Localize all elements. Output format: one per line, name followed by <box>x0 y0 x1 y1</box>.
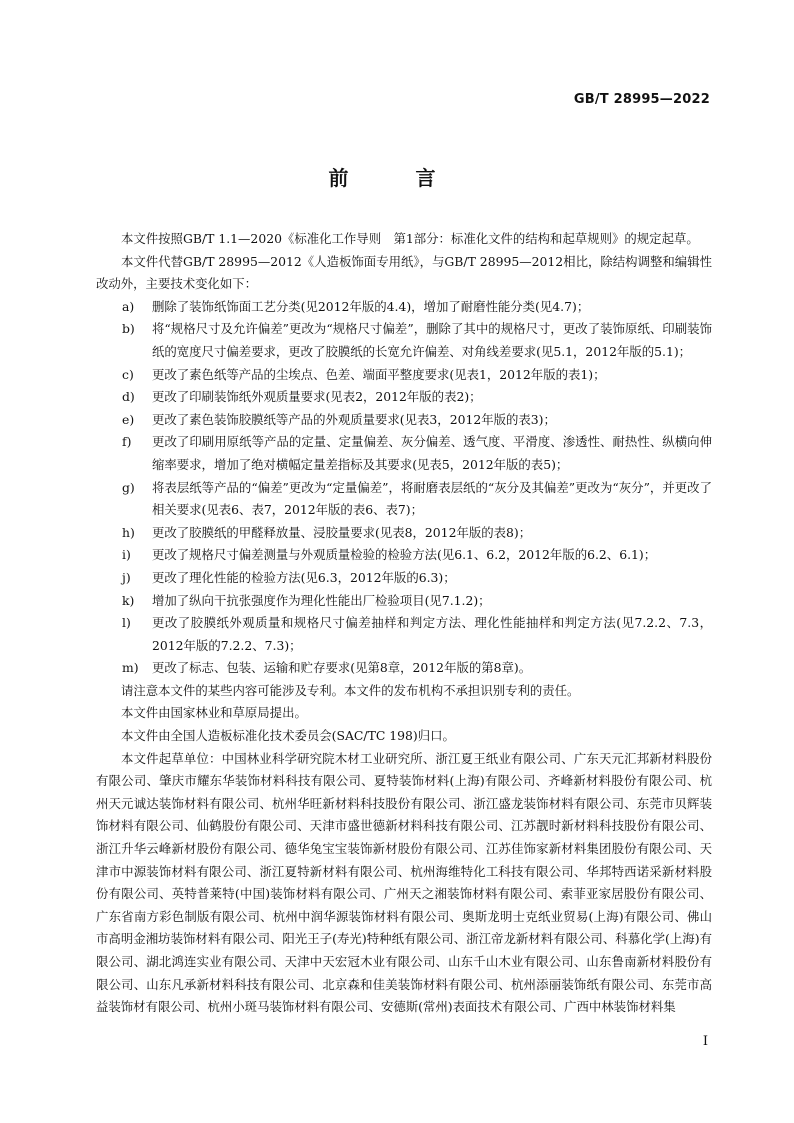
item-text: 更改了理化性能的检验方法(见6.3，2012年版的6.3)； <box>152 569 456 585</box>
list-item <box>96 522 712 545</box>
item-marker: d) <box>122 389 135 405</box>
item-marker: k) <box>122 592 135 608</box>
item-text: 将表层纸等产品的“偏差”更改为“定量偏差”，将耐磨表层纸的“灰分及其偏差”更改为“灰分”，并更改了相关要求(见表6、表7，2012年版的表6、表7)； <box>152 479 712 518</box>
list-item <box>96 477 712 522</box>
standard-number: GB/T 28995—2022 <box>573 92 710 107</box>
page-title: 前 言 <box>328 166 466 190</box>
item-marker: c) <box>122 366 134 382</box>
list-item <box>96 409 712 432</box>
paragraph: 本文件代替GB/T 28995—2012《人造板饰面专用纸》，与GB/T 28995—2012相比，除结构调整和编辑性改动外，主要技术变化如下： <box>96 253 712 292</box>
item-text: 增加了纵向干抗张强度作为理化性能出厂检验项目(见7.1.2)； <box>152 592 491 608</box>
list-item <box>96 296 712 319</box>
list-item <box>96 431 712 476</box>
item-text: 更改了印刷装饰纸外观质量要求(见表2，2012年版的表2)； <box>152 389 482 405</box>
item-text: 更改了印刷用原纸等产品的定量、定量偏差、灰分偏差、透气度、平滑度、渗透性、耐热性、纵横向伸缩率要求，增加了绝对横幅定量差指标及其要求(见表5，2012年版的表5)； <box>152 434 712 472</box>
drafting-units: 本文件起草单位：中国林业科学研究院木材工业研究所、浙江夏王纸业有限公司、广东天元汇邦新材料股份有限公司、肇庆市耀东华装饰材料科技有限公司、夏特装饰材料(上海)有限公司、齐峰新材料股份有限公司、杭州天元诚达装饰材料有限公司、杭州华旺新材料科技股份有限公司、浙江盛龙装饰材料有限公司、东莞市贝辉装饰材料有限公司、仙鹤股份有限公司、天津市盛世德新材料科技有限公司、江苏靓时新材料科技股份有限公司、浙江升华云峰新材股份有限公司、德华兔宝宝装饰新材股份有限公司、江苏佳饰家新材料集团股份有限公司、天津市中源装饰材料有限公司、浙江夏特新材料有限公司、杭州海维特化工科技有限公司、华邦特西诺采新材料股份有限公司、英特普莱特(中国)装饰材料有限公司、广州天之湘装饰材料有限公司、索菲亚家居股份有限公司、广东省南方彩色制版有限公司、杭州中润华源装饰材料有限公司、奥斯龙明士克纸业贸易(上海)有限公司、佛山市高明金湘坊装饰材料有限公司、阳光王子(寿光)特种纸有限公司、浙江帝龙新材料有限公司、科慕化学(上海)有限公司、湖北鸿连实业有限公司、天津中天宏冠木业有限公司、山东千山木业有限公司、山东鲁南新材料股份有限公司、山东凡承新材料科技有限公司、北京森和佳美装饰材料有限公司、杭州添丽装饰纸有限公司、东莞市高益装饰材有限公司、杭州小斑马装饰材料有限公司、安德斯(常州)表面技术有限公司、广西中林装饰材料集 <box>96 750 712 1015</box>
paragraph: 本文件按照GB/T 1.1—2020《标准化工作导则 第1部分：标准化文件的结构和起草规则》的规定起草。 <box>121 231 699 246</box>
item-marker: i) <box>122 547 131 563</box>
foreword-body <box>96 228 712 1019</box>
item-text: 更改了素色纸等产品的尘埃点、色差、端面平整度要求(见表1，2012年版的表1)； <box>152 366 606 382</box>
proposer-statement: 本文件由国家林业和草原局提出。 <box>121 705 307 721</box>
list-item <box>96 364 712 387</box>
item-text: 更改了标志、包装、运输和贮存要求(见第8章，2012年版的第8章)。 <box>152 660 532 676</box>
item-text: 更改了素色装饰胶膜纸等产品的外观质量要求(见表3，2012年版的表3)； <box>152 411 556 427</box>
list-item <box>96 318 712 363</box>
item-text: 更改了胶膜纸外观质量和规格尺寸偏差抽样和判定方法、理化性能抽样和判定方法(见7.2.2、7.3，2012年版的7.2.2、7.3)； <box>152 615 712 653</box>
list-item <box>96 612 712 657</box>
item-marker: l) <box>122 615 131 631</box>
list-item <box>96 386 712 409</box>
committee-statement: 本文件由全国人造板标准化技术委员会(SAC/TC 198)归口。 <box>121 728 455 744</box>
item-text: 将“规格尺寸及允许偏差”更改为“规格尺寸偏差”，删除了其中的规格尺寸，更改了装饰原纸、印刷装饰纸的宽度尺寸偏差要求，更改了胶膜纸的长宽允许偏差、对角线差要求(见5.1，2012年版的5.1)； <box>152 321 712 359</box>
list-item <box>96 590 712 613</box>
item-marker: f) <box>122 434 132 450</box>
item-text: 更改了胶膜纸的甲醛释放量、浸胶量要求(见表8，2012年版的表8)； <box>152 524 532 540</box>
page-number: I <box>702 1034 708 1049</box>
list-item <box>96 657 712 680</box>
patent-notice: 请注意本文件的某些内容可能涉及专利。本文件的发布机构不承担识别专利的责任。 <box>121 682 580 698</box>
item-marker: e) <box>122 411 135 427</box>
item-marker: j) <box>122 569 131 585</box>
item-text: 更改了规格尺寸偏差测量与外观质量检验的检验方法(见6.1、6.2，2012年版的6.2、6.1)； <box>152 547 657 563</box>
item-marker: g) <box>122 479 135 495</box>
change-list <box>96 296 712 680</box>
list-item <box>96 567 712 590</box>
item-marker: m) <box>122 660 139 676</box>
list-item <box>96 544 712 567</box>
item-marker: h) <box>122 524 135 540</box>
item-marker: a) <box>122 298 135 314</box>
item-text: 删除了装饰纸饰面工艺分类(见2012年版的4.4)，增加了耐磨性能分类(见4.7)； <box>152 298 590 314</box>
item-marker: b) <box>122 321 135 337</box>
